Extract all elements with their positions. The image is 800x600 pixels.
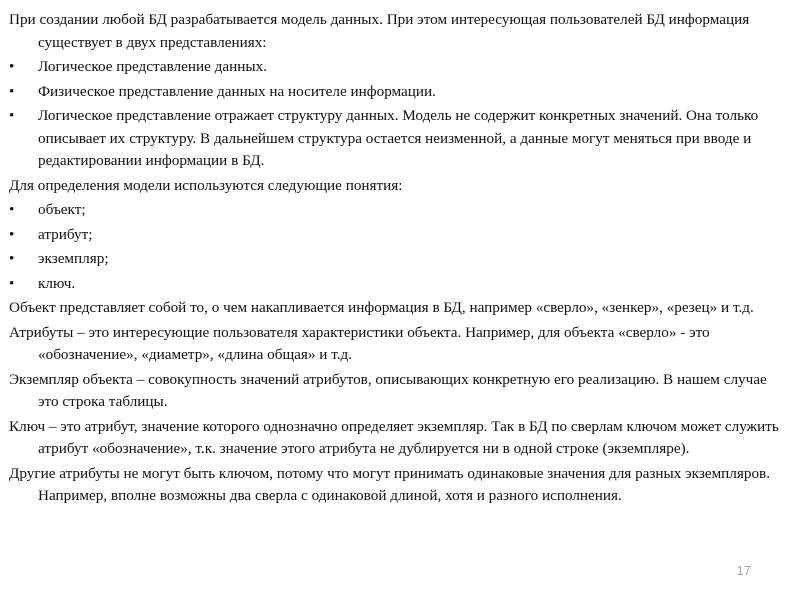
- bullet-marker: •: [9, 82, 15, 100]
- other-attributes-paragraph: Другие атрибуты не могут быть ключом, потому что могут принимать одинаковые значения для разных экземпляров. Например, вполне возможны два сверла с одинаковой длиной, хотя и разного исполнения.: [9, 464, 771, 504]
- bullet-item-logical-view: [9, 56, 791, 79]
- bullet-marker: •: [9, 250, 15, 267]
- bullet-item-instance: [9, 248, 791, 271]
- bullet-item-object: [9, 199, 791, 222]
- bullet-marker: •: [9, 225, 15, 243]
- concepts-intro-paragraph: Для определения модели используются следующие понятия:: [9, 176, 403, 194]
- attribute-definition-paragraph: Атрибуты – это интересующие пользователя характеристики объекта. Например, для объекта «сверло» - это «обозначение», «диаметр», «длина общая» и т.д.: [9, 323, 710, 363]
- bullet-text: атрибут;: [38, 225, 93, 243]
- bullet-text: Логическое представление данных.: [38, 58, 267, 75]
- bullet-text: Физическое представление данных на носителе информации.: [38, 82, 436, 100]
- bullet-text: объект;: [38, 201, 86, 218]
- bullet-marker: •: [9, 201, 15, 218]
- slide-body: [9, 9, 791, 510]
- bullet-text: экземпляр;: [38, 250, 109, 267]
- bullet-marker: •: [9, 58, 15, 75]
- bullet-text: Логическое представление отражает структуру данных. Модель не содержит конкретных значений. Она только описывает их структуру. В дальнейшем структура остается неизменной, а данные могут меняться при вводе и редактировании информации в БД.: [38, 107, 759, 169]
- bullet-text: ключ.: [38, 274, 76, 292]
- bullet-item-key: [9, 273, 791, 296]
- bullet-item-attribute: [9, 224, 791, 247]
- bullet-item-logical-structure: [9, 105, 791, 173]
- instance-definition-paragraph: Экземпляр объекта – совокупность значений атрибутов, описывающих конкретную его реализацию. В нашем случае это строка таблицы.: [9, 370, 767, 410]
- intro-paragraph: При создании любой БД разрабатывается модель данных. При этом интересующая пользователей БД информация существует в двух представлениях:: [9, 11, 750, 51]
- bullet-marker: •: [9, 274, 15, 292]
- page-number: 17: [736, 563, 751, 578]
- object-definition-paragraph: Объект представляет собой то, о чем накапливается информация в БД, например «сверло», «зенкер», «резец» и т.д.: [9, 299, 754, 316]
- bullet-marker: •: [9, 107, 15, 124]
- key-definition-paragraph: Ключ – это атрибут, значение которого однозначно определяет экземпляр. Так в БД по сверлам ключом может служить атрибут «обозначение», т.к. значение этого атрибута не дублируется ни в одной строке (экземпляре).: [9, 417, 779, 457]
- bullet-item-physical-view: [9, 81, 791, 104]
